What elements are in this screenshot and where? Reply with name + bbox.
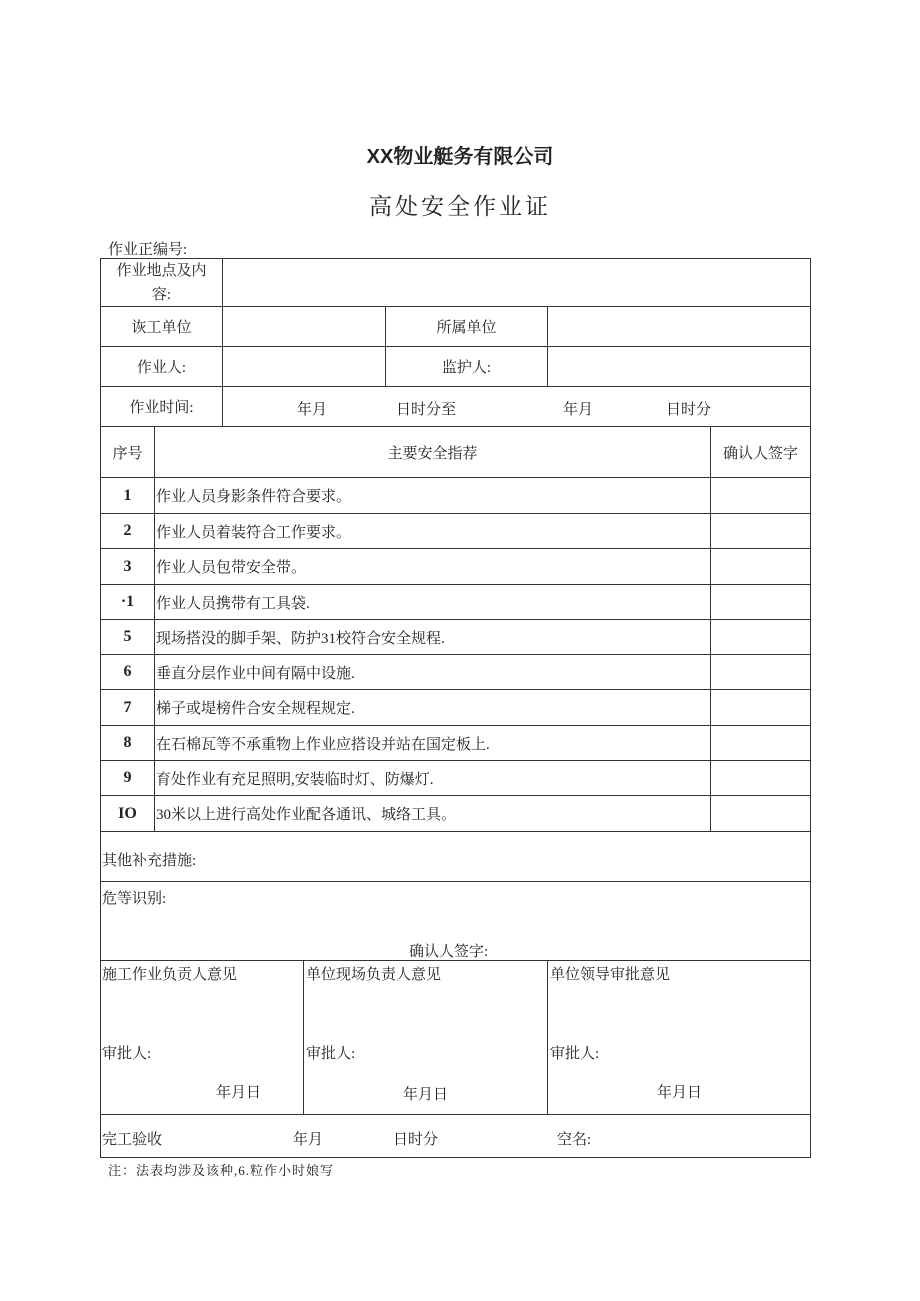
measure-text: 梯子或堤榜件合安全规程规定. — [154, 689, 711, 726]
work-time-field[interactable] — [222, 386, 811, 427]
measure-number: 3 — [100, 548, 155, 585]
other-measures-field[interactable] — [100, 831, 811, 882]
affiliated-unit-field[interactable] — [547, 306, 811, 347]
measure-number: 8 — [100, 725, 155, 761]
measure-text: 作业人员携带有工具袋. — [154, 584, 711, 620]
approval-date: 年月日 — [657, 1085, 703, 1101]
measure-text: 现场搭没的脚手架、防护31校符合安全规程. — [154, 619, 711, 655]
hazard-field[interactable] — [100, 881, 811, 961]
hazard-label: 危等识别: — [102, 891, 167, 907]
approver-label: 审批人: — [306, 1046, 356, 1062]
measure-confirm-field[interactable] — [710, 760, 811, 796]
measure-text: 在石棉瓦等不承重物上作业应搭设并站在国定板上. — [154, 725, 711, 761]
work-time-label: 作业时间: — [100, 386, 223, 427]
col-header-confirm: 确认人签字 — [710, 426, 811, 478]
measure-confirm-field[interactable] — [710, 477, 811, 514]
measure-number: 7 — [100, 689, 155, 726]
completion-day-hour-min: 日时分 — [393, 1132, 439, 1148]
other-measures-label: 其他补充措施: — [102, 853, 197, 869]
completion-year-month: 年月 — [293, 1132, 324, 1148]
measure-number: ·1 — [100, 584, 155, 620]
location-label: 作业地点及内容: — [100, 258, 223, 307]
measure-confirm-field[interactable] — [710, 513, 811, 549]
measure-confirm-field[interactable] — [710, 584, 811, 620]
worker-label: 作业人: — [100, 346, 223, 387]
col-header-no: 序号 — [100, 426, 155, 478]
construction-unit-field[interactable] — [222, 306, 386, 347]
approval-date: 年月日 — [403, 1087, 449, 1103]
measure-number: 9 — [100, 760, 155, 796]
time-day-hour-min-end: 日时分 — [666, 402, 712, 418]
approval-site-manager[interactable] — [303, 960, 548, 1115]
approval-contractor[interactable] — [100, 960, 304, 1115]
confirm-sign-label: 确认人签字: — [409, 944, 489, 960]
measure-text: 育处作业有充足照明,安装临时灯、防爆灯. — [154, 760, 711, 796]
completion-sign-label: 空名: — [557, 1132, 592, 1148]
time-day-hour-min-to: 日时分至 — [396, 402, 457, 418]
affiliated-unit-label: 所属单位 — [385, 306, 548, 347]
approval-title: 单位现场负责人意见 — [306, 967, 442, 983]
measure-text: 垂直分层作业中间有隔中设施. — [154, 654, 711, 690]
measure-number: IO — [100, 795, 155, 832]
measure-text: 作业人员包带安全带。 — [154, 548, 711, 585]
supervisor-field[interactable] — [547, 346, 811, 387]
approval-title: 施工作业负贡人意见 — [102, 967, 238, 983]
measure-number: 2 — [100, 513, 155, 549]
completion-row[interactable] — [100, 1114, 811, 1158]
measure-confirm-field[interactable] — [710, 619, 811, 655]
measure-confirm-field[interactable] — [710, 795, 811, 832]
measure-confirm-field[interactable] — [710, 654, 811, 690]
document-title: 高处安全作业证 — [369, 194, 551, 219]
measure-confirm-field[interactable] — [710, 689, 811, 726]
time-year-month-start: 年月 — [297, 402, 328, 418]
approval-date: 年月日 — [216, 1085, 262, 1101]
construction-unit-label: 诙工单位 — [100, 306, 223, 347]
completion-label: 完工验收 — [102, 1132, 163, 1148]
measure-confirm-field[interactable] — [710, 548, 811, 585]
measure-number: 5 — [100, 619, 155, 655]
location-field[interactable] — [222, 258, 811, 307]
measure-text: 作业人员着装符合工作要求。 — [154, 513, 711, 549]
approver-label: 审批人: — [102, 1046, 152, 1062]
measure-text: 30米以上进行高处作业配各通讯、城络工具。 — [154, 795, 711, 832]
measure-number: 1 — [100, 477, 155, 514]
measure-number: 6 — [100, 654, 155, 690]
measure-text: 作业人员身影条件符合要求。 — [154, 477, 711, 514]
worker-field[interactable] — [222, 346, 386, 387]
footnote: 注：法表均涉及该种,6.粒作小时娘写 — [108, 1163, 335, 1178]
supervisor-label: 监护人: — [385, 346, 548, 387]
col-header-measure: 主要安全指荐 — [154, 426, 711, 478]
approval-title: 单位领导审批意见 — [550, 967, 671, 983]
time-year-month-end: 年月 — [563, 402, 594, 418]
company-name: XX物业艇务有限公司 — [366, 146, 554, 168]
approver-label: 审批人: — [550, 1046, 600, 1062]
permit-number-label: 作业正编号: — [108, 242, 188, 258]
approval-leader[interactable] — [547, 960, 811, 1115]
measure-confirm-field[interactable] — [710, 725, 811, 761]
